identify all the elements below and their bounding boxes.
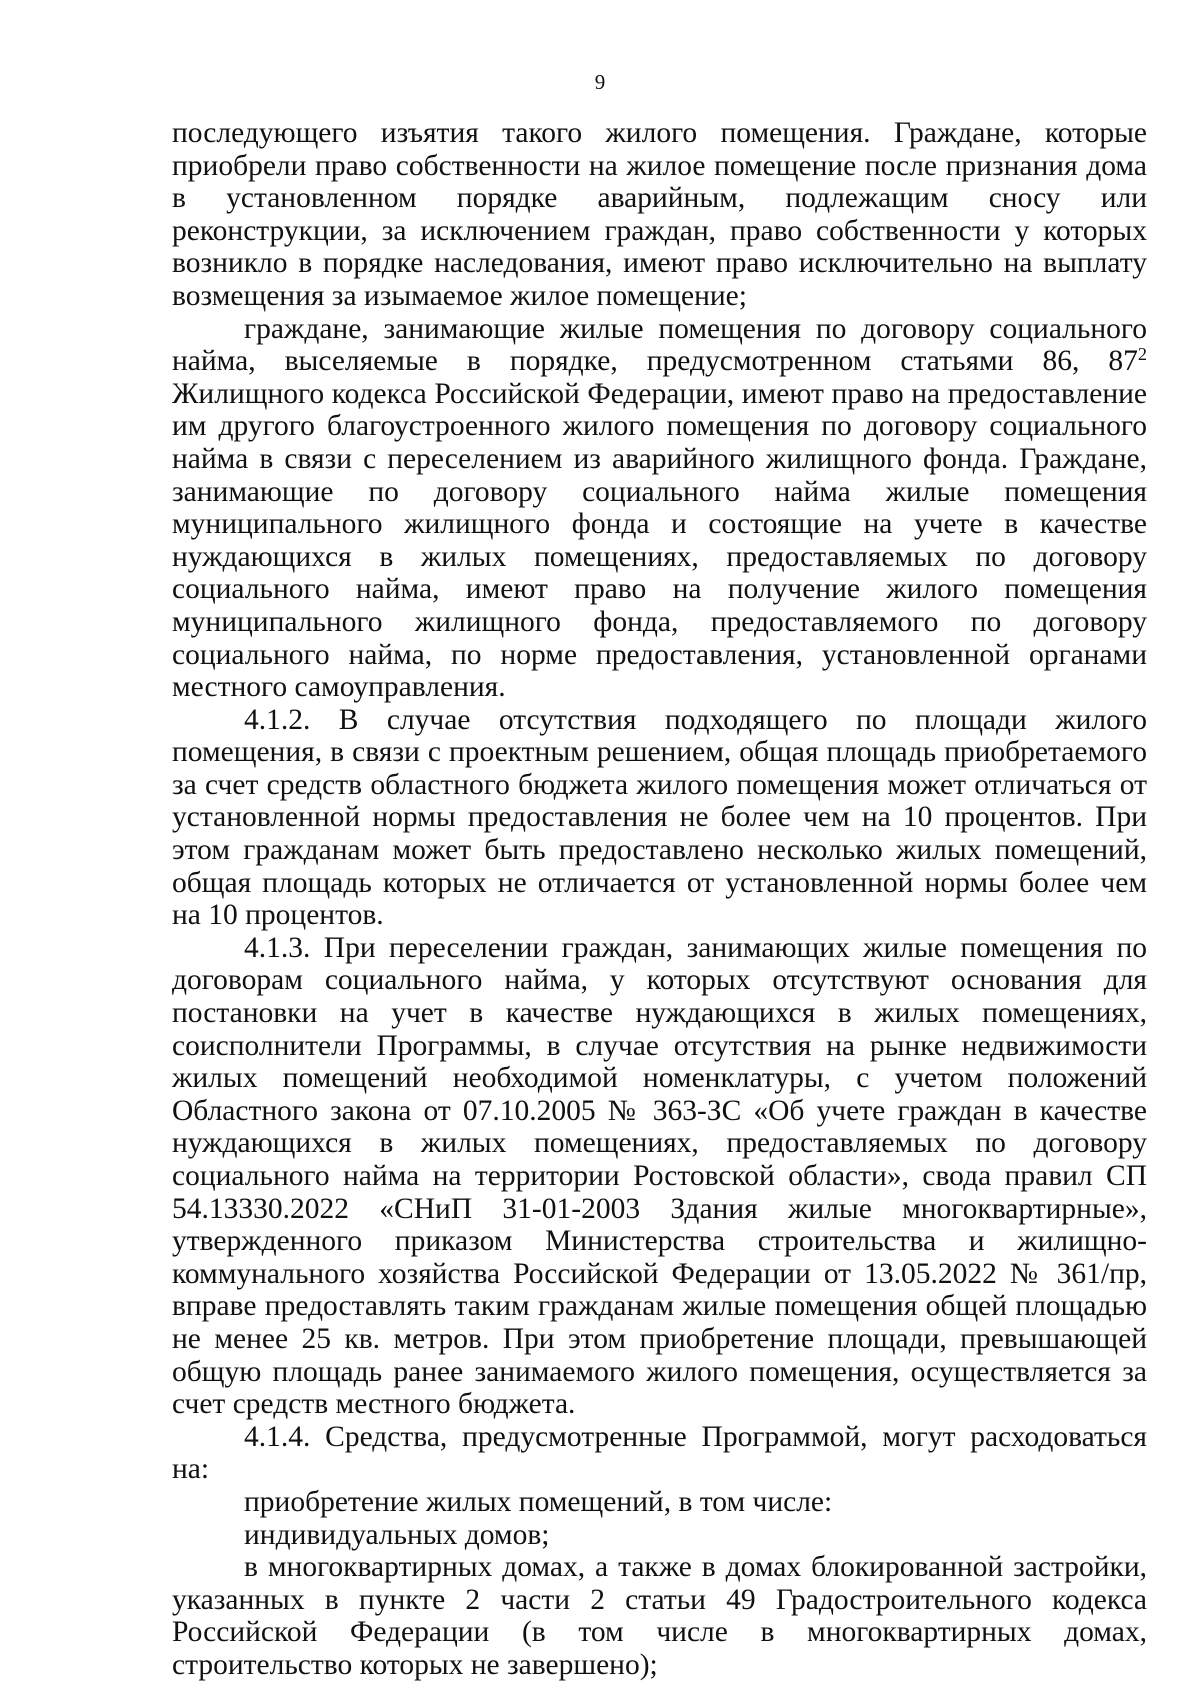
page-number: 9 bbox=[594, 70, 606, 94]
paragraph-social-tenancy-rest: Жилищного кодекса Российской Федерации, имеют право на предоставление им другого благоустроенного жилого помещения по договору социального найма в связи с переселением из аварийного жилищного фонда. Граждане, занимающие по договору социального найма жилые помещения муниципального жилищного фонда и состоящие на учете в качестве нуждающихся в жилых помещениях, предоставляемых по договору социального найма, имеют право на получение жилого помещения муниципального жилищного фонда, предоставляемого по договору социального найма, по норме предоставления, установленной органами местного самоуправления. bbox=[172, 377, 1147, 704]
document-body bbox=[172, 117, 1147, 1682]
list-item-apartment-buildings: в многоквартирных домах, а также в домах блокированной застройки, указанных в пункте 2 части 2 статьи 49 Градостроительного кодекса Российской Федерации (в том числе в многоквартирных домах, строительство которых не завершено); bbox=[172, 1551, 1147, 1681]
paragraph-4-1-2: 4.1.2. В случае отсутствия подходящего по площади жилого помещения, в связи с проектным решением, общая площадь приобретаемого за счет средств областного бюджета жилого помещения может отличаться от установленной нормы предоставления не более чем на 10 процентов. При этом гражданам может быть предоставлено несколько жилых помещений, общая площадь которых не отличается от установленной нормы более чем на 10 процентов. bbox=[172, 703, 1147, 932]
paragraph-social-tenancy-start: граждане, занимающие жилые помещения по договору социального найма, выселяемые в порядке, предусмотренном статьями 86, 87 bbox=[172, 312, 1147, 378]
list-item-individual-houses: индивидуальных домов; bbox=[244, 1518, 550, 1551]
list-item-acquisition: приобретение жилых помещений, в том числе: bbox=[244, 1485, 833, 1518]
paragraph-social-tenancy bbox=[172, 313, 1147, 704]
article-superscript: 2 bbox=[1137, 344, 1147, 365]
paragraph-4-1-4: 4.1.4. Средства, предусмотренные Программой, могут расходоваться на: bbox=[172, 1420, 1147, 1486]
paragraph-continuation: последующего изъятия такого жилого помещения. Граждане, которые приобрели право собственности на жилое помещение после признания дома в установленном порядке аварийным, подлежащим сносу или реконструкции, за исключением граждан, право собственности у которых возникло в порядке наследования, имеют право исключительно на выплату возмещения за изымаемое жилое помещение; bbox=[172, 117, 1147, 312]
paragraph-4-1-3: 4.1.3. При переселении граждан, занимающих жилые помещения по договорам социального найма, у которых отсутствуют основания для постановки на учет в качестве нуждающихся в жилых помещениях, соисполнители Программы, в случае отсутствия на рынке недвижимости жилых помещений необходимой номенклатуры, с учетом положений Областного закона от 07.10.2005 № 363-ЗС «Об учете граждан в качестве нуждающихся в жилых помещениях, предоставляемых по договору социального найма на территории Ростовской области», свода правил СП 54.13330.2022 «СНиП 31-01-2003 Здания жилые многоквартирные», утвержденного приказом Министерства строительства и жилищно-коммунального хозяйства Российской Федерации от 13.05.2022 № 361/пр, вправе предоставлять таким гражданам жилые помещения общей площадью не менее 25 кв. метров. При этом приобретение площади, превышающей общую площадь ранее занимаемого жилого помещения, осуществляется за счет средств местного бюджета. bbox=[172, 931, 1147, 1421]
